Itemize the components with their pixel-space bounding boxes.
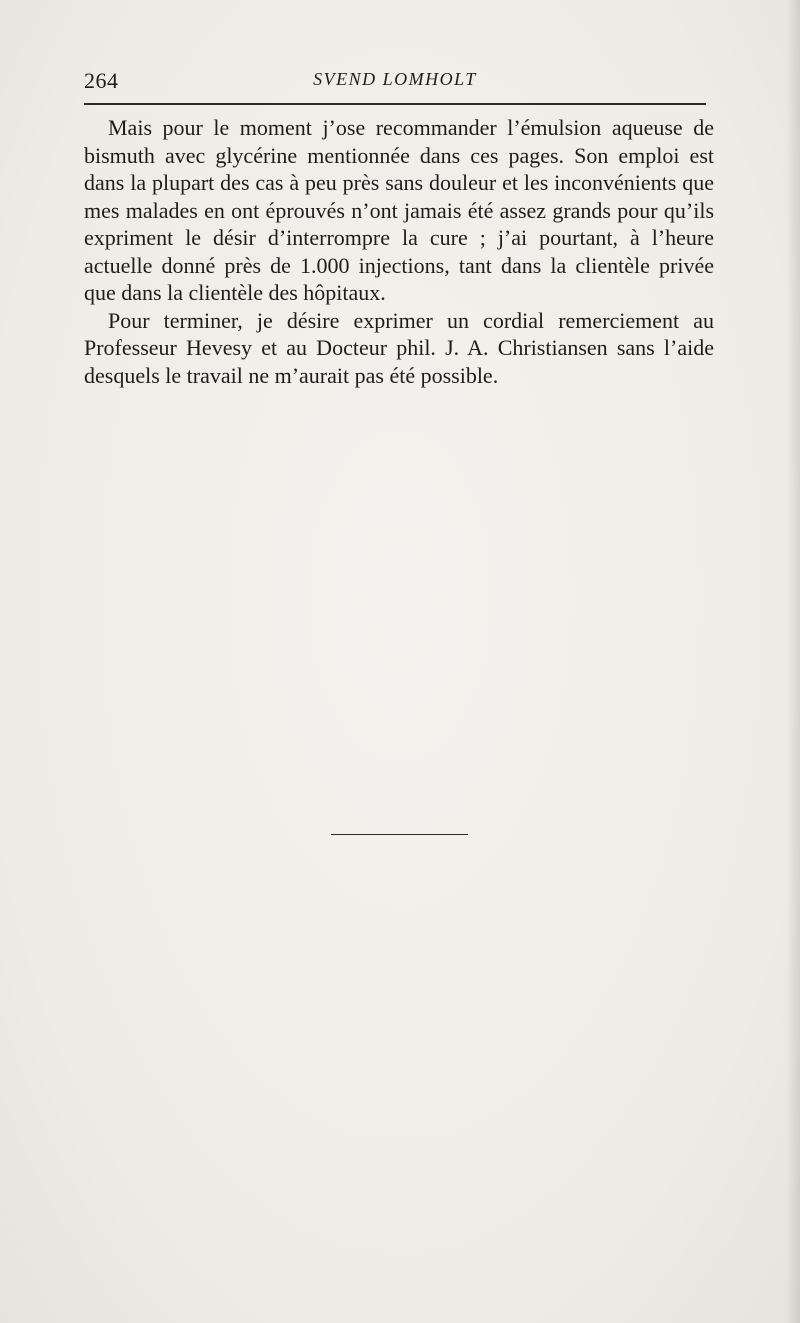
page-header — [84, 68, 706, 96]
page-number: 264 — [84, 68, 119, 93]
paragraph: Mais pour le moment j’ose recommander l’émulsion aqueuse de bismuth avec glycérine mentionnée dans ces pages. Son emploi est dans la plupart des cas à peu près sans douleur et les inconvénients que mes malades en ont éprouvés n’ont jamais été assez grands pour qu’ils expriment le désir d’interrompre la cure ; j’ai pourtant, à l’heure actuelle donné près de 1.000 injections, tant dans la clientèle privée que dans la clientèle des hôpitaux. — [84, 115, 714, 305]
page-edge-shadow — [786, 0, 800, 1323]
header-rule — [84, 103, 706, 105]
body-text — [84, 114, 714, 389]
paragraph: Pour terminer, je désire exprimer un cordial remerciement au Professeur Hevesy et au Docteur phil. J. A. Christiansen sans l’aide desquels le travail ne m’aurait pas été possible. — [84, 307, 714, 388]
running-head: SVEND LOMHOLT — [313, 69, 477, 89]
section-end-rule — [331, 834, 468, 835]
